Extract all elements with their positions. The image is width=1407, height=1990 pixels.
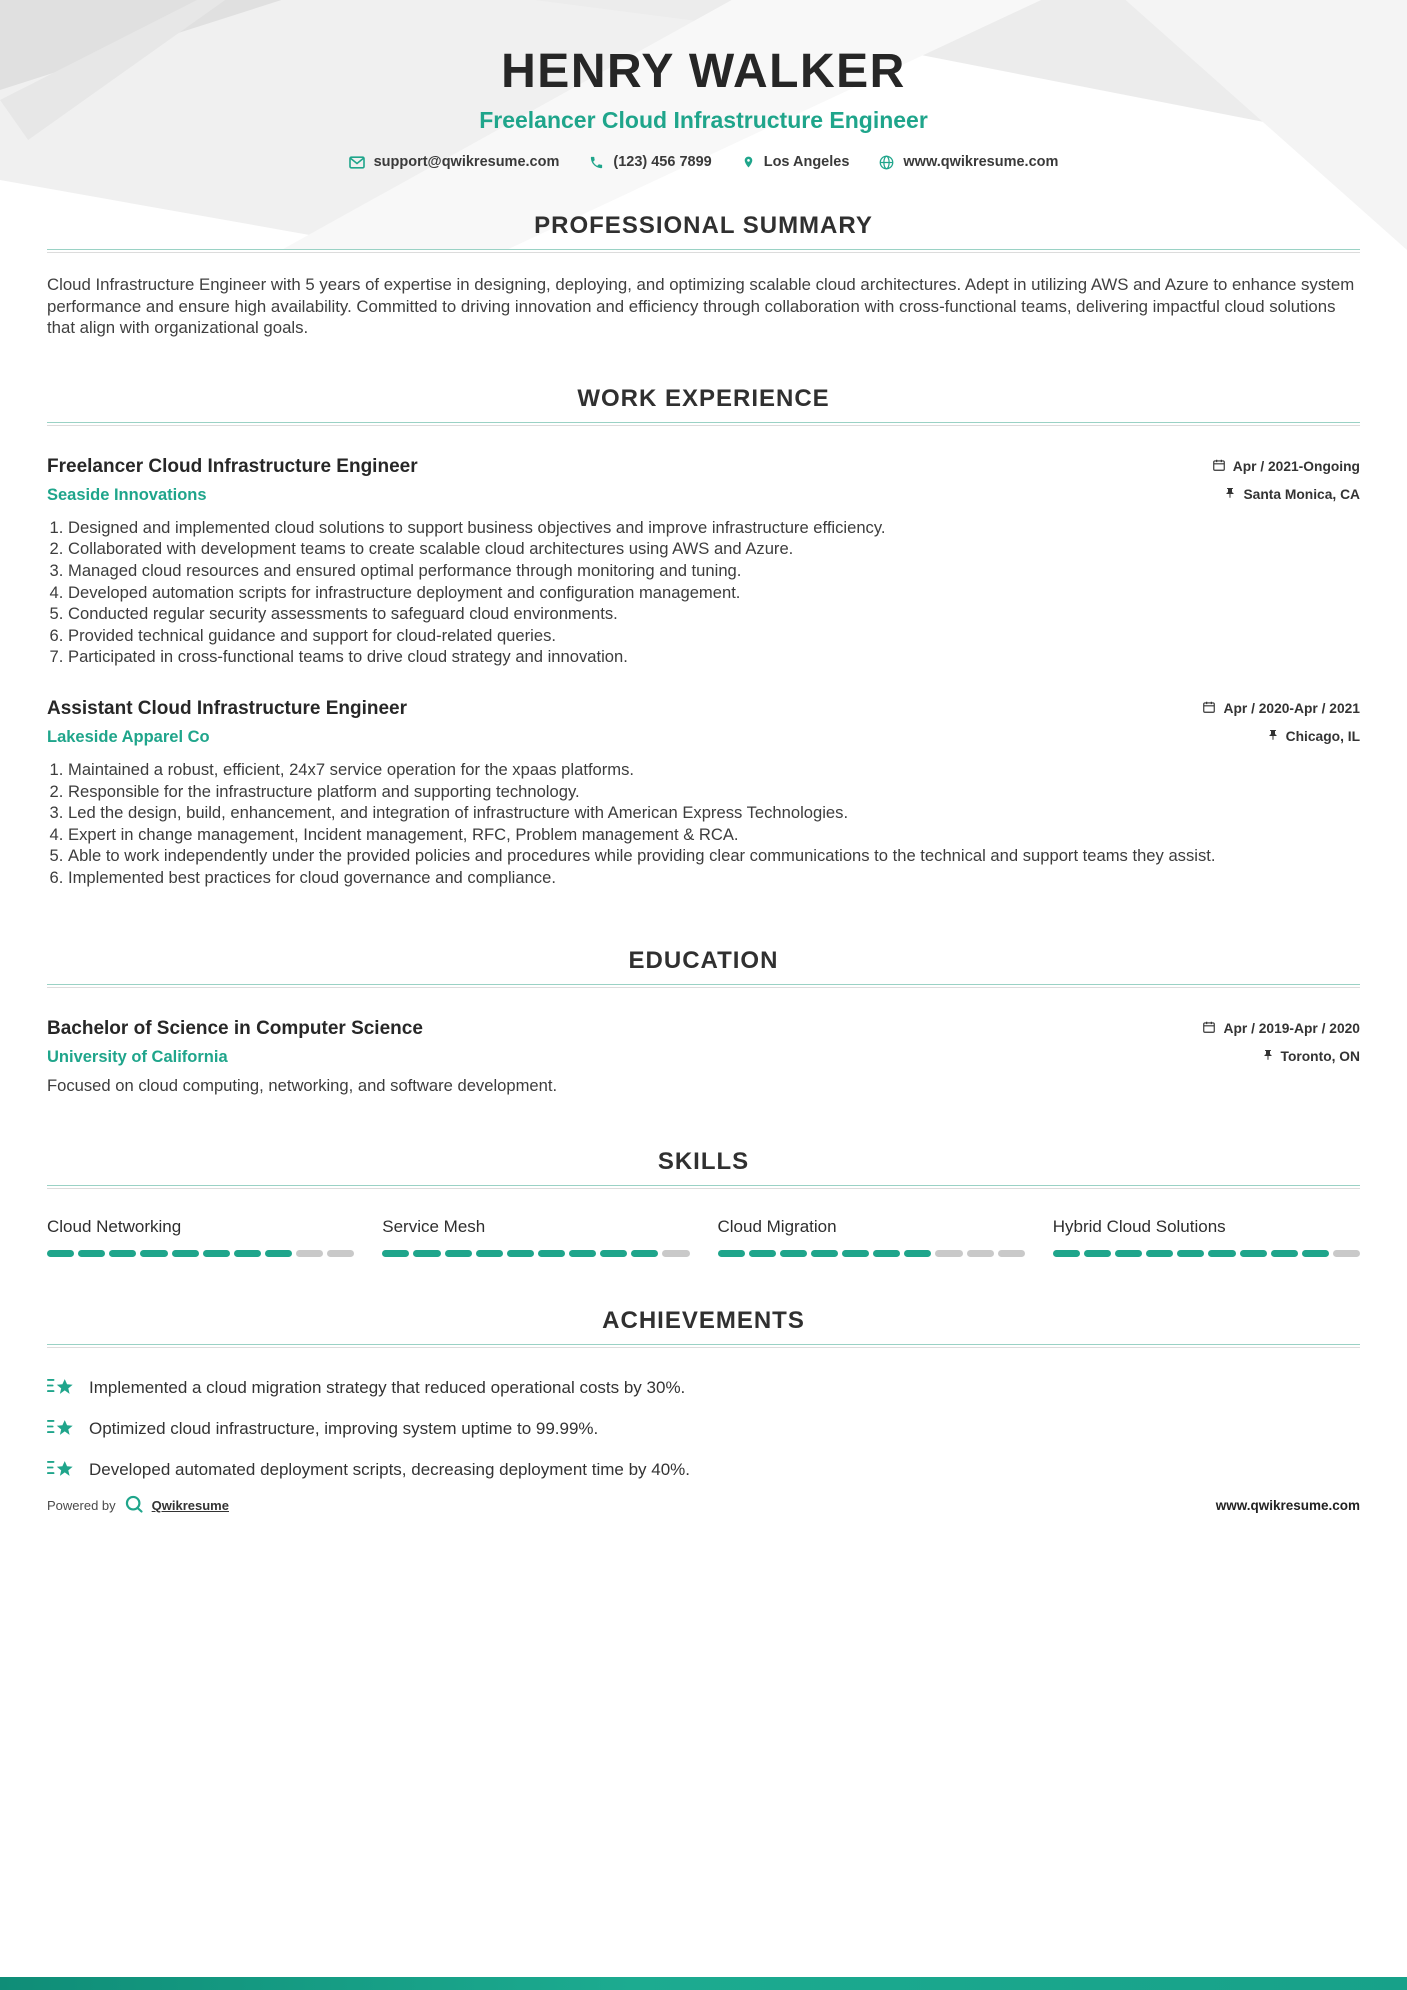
education-dates-text: Apr / 2019-Apr / 2020 [1223, 1020, 1360, 1036]
section-summary [47, 212, 1360, 339]
location-pin-icon [742, 154, 755, 170]
calendar-icon [1202, 700, 1216, 717]
pushpin-icon [1224, 486, 1236, 503]
summary-heading: PROFESSIONAL SUMMARY [534, 212, 873, 239]
skill-bar-segment [445, 1250, 472, 1257]
section-skills [47, 1148, 1360, 1257]
job-location [1267, 728, 1360, 745]
section-achievements [47, 1307, 1360, 1484]
achievement-star-icon [47, 1456, 75, 1484]
contact-location-text: Los Angeles [763, 154, 850, 170]
job-bullets [47, 517, 1360, 668]
job-location-text: Chicago, IL [1285, 728, 1360, 744]
skill-bar-segment [569, 1250, 596, 1257]
education-heading: EDUCATION [628, 946, 779, 974]
skill-bar-segment [998, 1250, 1025, 1257]
job-company: Seaside Innovations [47, 485, 207, 504]
job-bullet: 5. Conducted regular security assessments to safeguard cloud environments. [68, 603, 1360, 625]
job-dates [1202, 700, 1360, 717]
education-location [1262, 1048, 1360, 1065]
achievement-text: Implemented a cloud migration strategy that reduced operational costs by 30%. [89, 1377, 686, 1397]
education-entry [47, 1018, 1360, 1096]
experience-heading: WORK EXPERIENCE [577, 384, 830, 412]
contact-website-text: www.qwikresume.com [903, 154, 1059, 170]
candidate-title: Freelancer Cloud Infrastructure Engineer [479, 107, 928, 133]
summary-text: Cloud Infrastructure Engineer with 5 years of expertise in designing, deploying, and optimizing scalable cloud architectures. Adept in utilizing AWS and Azure to enhance system performance and ensure high availability. Committed to driving innovation and efficiency through collaboration with cross-functional teams, delivering impactful cloud solutions that align with organizational goals. [47, 275, 1355, 338]
skill-bar-segment [600, 1250, 627, 1257]
skill-bar-segment [749, 1250, 776, 1257]
skill-bar-segment [47, 1250, 74, 1257]
skill-bar-segment [1208, 1250, 1235, 1257]
section-divider [47, 1344, 1360, 1348]
skill-bar-segment [109, 1250, 136, 1257]
skill-bar-segment [1053, 1250, 1080, 1257]
candidate-name: HENRY WALKER [501, 45, 906, 98]
job-title: Assistant Cloud Infrastructure Engineer [47, 697, 408, 719]
job-bullet: 5. Able to work independently under the provided policies and procedures while providing clear communications to the technical and support teams they assist. [68, 845, 1360, 867]
achievements-list [47, 1374, 1360, 1484]
skill-item [718, 1217, 1025, 1257]
achievement-star-icon [47, 1415, 75, 1443]
skills-grid [47, 1217, 1360, 1257]
calendar-icon [1202, 1020, 1216, 1037]
section-experience [47, 385, 1360, 889]
achievement-text: Optimized cloud infrastructure, improving system uptime to 99.99%. [89, 1418, 599, 1438]
job-entry [47, 698, 1360, 889]
skill-level-bar [718, 1250, 1025, 1257]
skill-bar-segment [507, 1250, 534, 1257]
powered-by-label: Powered by [47, 1498, 116, 1513]
degree-title: Bachelor of Science in Computer Science [47, 1017, 423, 1039]
skill-bar-segment [78, 1250, 105, 1257]
job-location-text: Santa Monica, CA [1243, 486, 1360, 502]
skill-bar-segment [935, 1250, 962, 1257]
skill-bar-segment [1271, 1250, 1298, 1257]
job-bullet: 2. Responsible for the infrastructure platform and supporting technology. [68, 781, 1360, 803]
skill-item [382, 1217, 689, 1257]
skill-bar-segment [1177, 1250, 1204, 1257]
phone-icon [589, 155, 604, 170]
section-divider [47, 249, 1360, 253]
contact-location [742, 154, 850, 170]
achievement-star-icon [47, 1374, 75, 1402]
skill-bar-segment [296, 1250, 323, 1257]
contact-website[interactable] [879, 154, 1058, 170]
job-location [1224, 486, 1360, 503]
skill-bar-segment [265, 1250, 292, 1257]
skill-bar-segment [140, 1250, 167, 1257]
section-divider [47, 984, 1360, 988]
skills-heading: SKILLS [657, 1147, 750, 1175]
skill-bar-segment [631, 1250, 658, 1257]
footer-website[interactable]: www.qwikresume.com [1215, 1498, 1360, 1513]
job-company: Lakeside Apparel Co [47, 727, 210, 746]
skill-bar-segment [203, 1250, 230, 1257]
skill-level-bar [1053, 1250, 1360, 1257]
job-bullet: 2. Collaborated with development teams to create scalable cloud architectures using AWS and Azure. [68, 538, 1360, 560]
qwikresume-logo-icon [124, 1494, 144, 1517]
skill-bar-segment [413, 1250, 440, 1257]
skill-item [1053, 1217, 1360, 1257]
job-dates [1212, 458, 1360, 475]
skill-level-bar [382, 1250, 689, 1257]
job-dates-text: Apr / 2020-Apr / 2021 [1223, 700, 1360, 716]
job-bullet: 1. Maintained a robust, efficient, 24x7 service operation for the xpaas platforms. [68, 759, 1360, 781]
skill-name: Hybrid Cloud Solutions [1052, 1216, 1226, 1236]
job-bullet: 3. Managed cloud resources and ensured optimal performance through monitoring and tuning. [68, 560, 1360, 582]
achievement-item [47, 1415, 1360, 1443]
powered-by [47, 1494, 229, 1517]
skill-bar-segment [662, 1250, 689, 1257]
job-dates-text: Apr / 2021-Ongoing [1232, 458, 1360, 474]
skill-bar-segment [842, 1250, 869, 1257]
skill-name: Cloud Networking [47, 1216, 182, 1236]
skill-bar-segment [967, 1250, 994, 1257]
school-name: University of California [47, 1047, 228, 1066]
skill-bar-segment [327, 1250, 354, 1257]
skill-bar-segment [172, 1250, 199, 1257]
contact-row [47, 154, 1360, 170]
job-bullet: 3. Led the design, build, enhancement, and integration of infrastructure with American Express Technologies. [68, 802, 1360, 824]
skill-bar-segment [1146, 1250, 1173, 1257]
skill-name: Cloud Migration [717, 1216, 837, 1236]
job-bullet: 6. Provided technical guidance and support for cloud-related queries. [68, 625, 1360, 647]
skill-bar-segment [1240, 1250, 1267, 1257]
achievement-item [47, 1456, 1360, 1484]
skill-bar-segment [476, 1250, 503, 1257]
job-bullet: 4. Developed automation scripts for infrastructure deployment and configuration management. [68, 582, 1360, 604]
page-footer [47, 1494, 1360, 1517]
contact-email[interactable] [349, 154, 560, 170]
job-entry [47, 456, 1360, 668]
education-description: Focused on cloud computing, networking, and software development. [47, 1075, 558, 1095]
skill-bar-segment [1084, 1250, 1111, 1257]
skill-bar-segment [1115, 1250, 1142, 1257]
job-bullet: 6. Implemented best practices for cloud governance and compliance. [68, 867, 1360, 889]
job-bullet: 7. Participated in cross-functional teams to drive cloud strategy and innovation. [68, 646, 1360, 668]
contact-email-text: support@qwikresume.com [373, 154, 560, 170]
skill-bar-segment [718, 1250, 745, 1257]
email-icon [349, 156, 365, 169]
globe-icon [879, 155, 894, 170]
contact-phone[interactable] [589, 154, 711, 170]
skill-bar-segment [873, 1250, 900, 1257]
skill-bar-segment [234, 1250, 261, 1257]
skill-bar-segment [1302, 1250, 1329, 1257]
skill-bar-segment [811, 1250, 838, 1257]
achievement-item [47, 1374, 1360, 1402]
job-bullets [47, 759, 1360, 889]
skill-name: Service Mesh [382, 1216, 486, 1236]
resume-header [47, 0, 1360, 170]
skill-item [47, 1217, 354, 1257]
education-location-text: Toronto, ON [1280, 1048, 1360, 1064]
calendar-icon [1212, 458, 1226, 475]
achievement-text: Developed automated deployment scripts, decreasing deployment time by 40%. [89, 1459, 691, 1479]
education-dates [1202, 1020, 1360, 1037]
skill-bar-segment [382, 1250, 409, 1257]
job-bullet: 4. Expert in change management, Incident management, RFC, Problem management & RCA. [68, 824, 1360, 846]
skill-bar-segment [780, 1250, 807, 1257]
job-bullet: 1. Designed and implemented cloud solutions to support business objectives and improve infrastructure efficiency. [68, 517, 1360, 539]
skill-bar-segment [904, 1250, 931, 1257]
section-divider [47, 422, 1360, 426]
pushpin-icon [1262, 1048, 1274, 1065]
pushpin-icon [1267, 728, 1279, 745]
bottom-accent-bar [0, 1977, 1407, 1990]
section-education [47, 947, 1360, 1096]
contact-phone-text: (123) 456 7899 [613, 154, 712, 170]
achievements-heading: ACHIEVEMENTS [602, 1306, 805, 1334]
skill-bar-segment [1333, 1250, 1360, 1257]
skill-bar-segment [538, 1250, 565, 1257]
section-divider [47, 1185, 1360, 1189]
skill-level-bar [47, 1250, 354, 1257]
job-title: Freelancer Cloud Infrastructure Engineer [47, 455, 418, 477]
qwikresume-brand-link[interactable]: Qwikresume [151, 1498, 229, 1513]
